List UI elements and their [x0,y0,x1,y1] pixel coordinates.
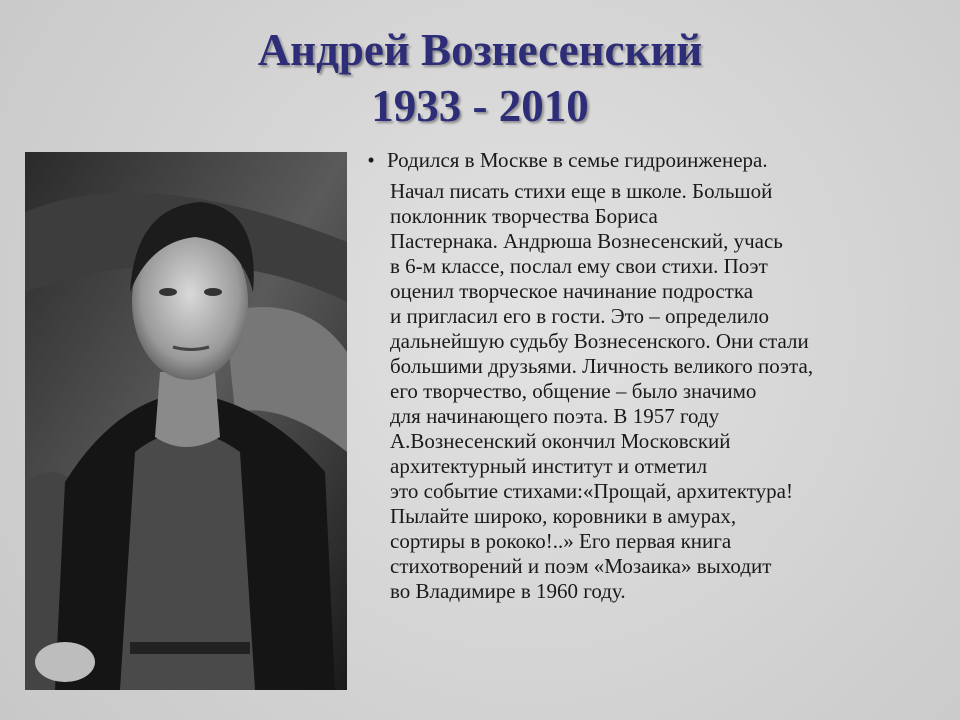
paragraph-line: А.Вознесенский окончил Московский [390,429,731,453]
portrait-photo [25,152,347,690]
paragraph-line: сортиры в рококо!..» Его первая книга [390,529,732,553]
paragraph-line: Пылайте широко, коровники в амурах, [390,504,737,528]
paragraph-line: и пригласил его в гости. Это – определило [390,304,770,328]
bullet-marker: • [367,148,375,172]
paragraph-line: во Владимире в 1960 году. [390,579,626,603]
paragraph-line: Пастернака. Андрюша Вознесенский, учась [390,229,783,253]
bullet-text: Родился в Москве в семье гидроинженера. [387,148,768,172]
paragraph-line: поклонник творчества Бориса [390,204,658,228]
paragraph-line: для начинающего поэта. В 1957 году [390,404,720,428]
bullet-item [355,148,955,173]
paragraph-line: его творчество, общение – было значимо [390,379,757,403]
biography-paragraph [390,179,955,604]
paragraph-line: архитектурный институт и отметил [390,454,708,478]
paragraph-line: Начал писать стихи еще в школе. Большой [390,179,773,203]
title-name: Андрей Вознесенский [257,25,703,75]
paragraph-line: большими друзьями. Личность великого поэта, [390,354,814,378]
slide-title [0,22,960,134]
biography-text [355,148,955,604]
portrait-image [25,152,347,690]
title-years: 1933 - 2010 [371,81,589,131]
paragraph-line: оценил творческое начинание подростка [390,279,754,303]
paragraph-line: дальнейшую судьбу Вознесенского. Они стали [390,329,809,353]
paragraph-line: в 6-м классе, послал ему свои стихи. Поэт [390,254,768,278]
paragraph-line: это событие стихами:«Прощай, архитектура! [390,479,793,503]
paragraph-line: стихотворений и поэм «Мозаика» выходит [390,554,772,578]
